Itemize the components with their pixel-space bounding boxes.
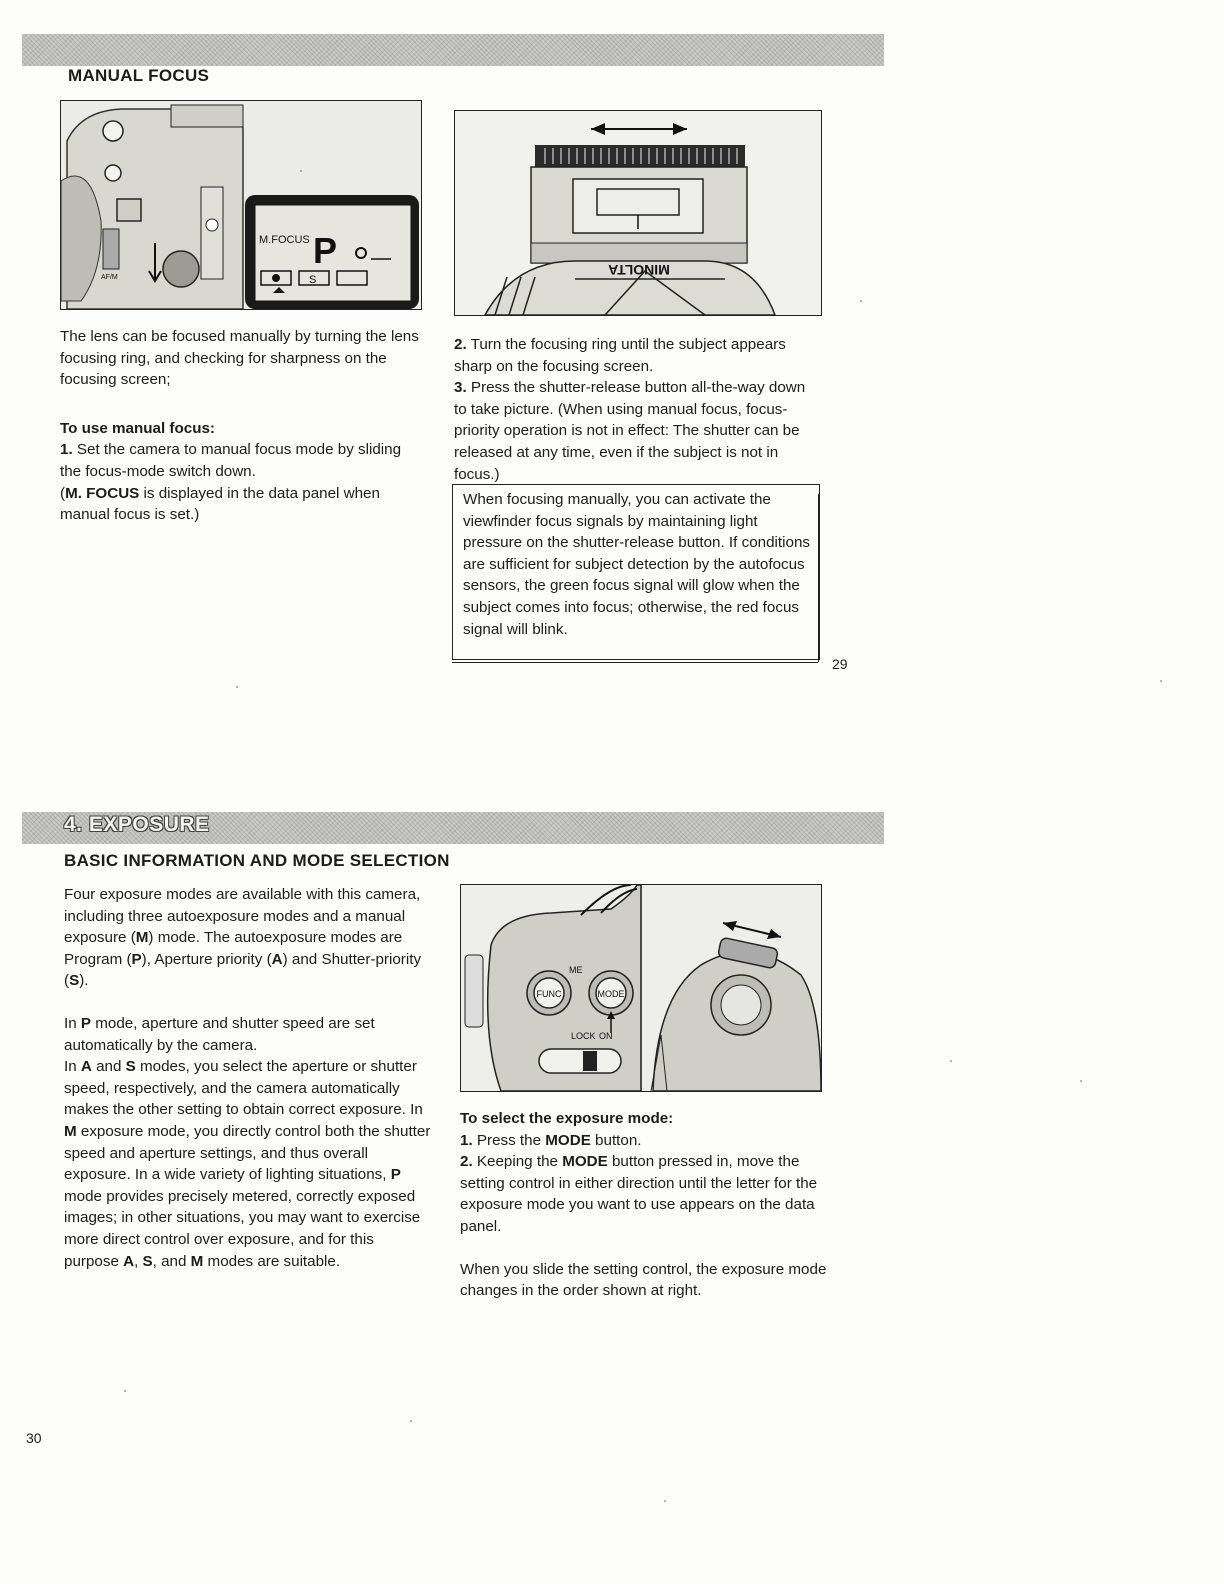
scan-speck (664, 1500, 666, 1502)
section-heading-manual-focus: MANUAL FOCUS (68, 66, 210, 85)
me-label: ME (569, 965, 583, 975)
step-2-turn-ring: 2. Turn the focusing ring until the subject appears sharp on the focusing screen. (454, 336, 786, 375)
step-1-set-mode: 1. Set the camera to manual focus mode by sliding the focus-mode switch down. (60, 441, 402, 480)
display-s-icon: S (309, 274, 317, 286)
on-label: ON (599, 1031, 613, 1041)
lock-label: LOCK (571, 1031, 596, 1041)
exposure-right-column (460, 1108, 832, 1302)
select-mode-subheading: To select the exposure mode: (460, 1110, 674, 1127)
scan-speck (236, 686, 238, 688)
mode-order-paragraph: When you slide the setting control, the exposure mode changes in the order shown at right. (460, 1260, 827, 1300)
focus-signal-note-box: When focusing manually, you can activate the viewfinder focus signals by maintaining light pressure on the shutter-release button. If conditions are sufficient for subject detection by the autofocus sensors, the green focus signal will glow when the subject comes into focus; otherwise, the red focus signal will blink. (452, 484, 820, 660)
figure-mode-button (460, 884, 822, 1092)
scan-speck (860, 300, 862, 302)
note-box-shadow-bottom (452, 662, 818, 663)
func-button-label: FUNC (536, 989, 562, 999)
scan-speck (1080, 1080, 1082, 1082)
display-mfocus-label: M.FOCUS (259, 234, 310, 246)
lens-brand-text: MINOLTA (608, 262, 670, 278)
display-mode-letter: P (313, 230, 338, 271)
step-1-press-mode: 1. Press the MODE button. (460, 1131, 642, 1149)
switch-label: AF/M (101, 274, 118, 281)
figure-focusing-ring (454, 110, 822, 316)
mfocus-display-note: (M. FOCUS is displayed in the data panel when manual focus is set.) (60, 484, 380, 524)
section-heading-basic-information: BASIC INFORMATION AND MODE SELECTION (64, 851, 450, 870)
page-number-29: 29 (832, 656, 848, 672)
header-band-top (22, 34, 884, 66)
exposure-left-column (64, 884, 432, 1272)
scan-speck (300, 170, 302, 172)
manual-focus-left-column (60, 326, 426, 526)
scan-speck (124, 1390, 126, 1392)
step-3-press-shutter: 3. Press the shutter-release button all-the-way down to take picture. (When using manual focus, focus-priority operation is not in effect: The shutter can be released at any time, even if the subject is not in focus.) (454, 379, 806, 483)
manual-focus-right-column (454, 334, 820, 485)
step-2-move-control: 2. Keeping the MODE button pressed in, move the setting control in either direction until the letter for the exposure mode you want to use appears on the data panel. (460, 1153, 818, 1235)
note-box-shadow-right (818, 494, 819, 662)
page-number-30: 30 (26, 1430, 42, 1446)
exposure-modes-paragraph: Four exposure modes are available with this camera, including three autoexposure modes and a manual exposure (M) mode. The autoexposure modes are Program (P), Aperture priority (A) and Shutter-priority (S). (64, 886, 422, 990)
scan-speck (410, 1420, 412, 1422)
manual-focus-subheading: To use manual focus: (60, 419, 215, 437)
intro-paragraph: The lens can be focused manually by turning the lens focusing ring, and checking for sharpness on the focusing screen; (60, 328, 419, 389)
mode-button-label: MODE (597, 989, 625, 999)
scan-speck (950, 1060, 952, 1062)
p-mode-paragraph: In P mode, aperture and shutter speed are set automatically by the camera. (64, 1014, 375, 1054)
a-s-m-modes-paragraph: In A and S modes, you select the aperture or shutter speed, respectively, and the camera automatically makes the other setting to obtain correct exposure. In M exposure mode, you directly control both the shutter speed and aperture settings, and thus overall exposure. In a wide variety of lighting situations, P mode provides precisely metered, correctly exposed images; in other situations, you may want to exercise more direct control over exposure, and for this purpose A, S, and M modes are suitable. (64, 1058, 431, 1270)
figure-focus-mode-switch (60, 100, 422, 310)
scan-speck (1160, 680, 1162, 682)
chapter-title-exposure: 4. EXPOSURE (64, 813, 210, 836)
